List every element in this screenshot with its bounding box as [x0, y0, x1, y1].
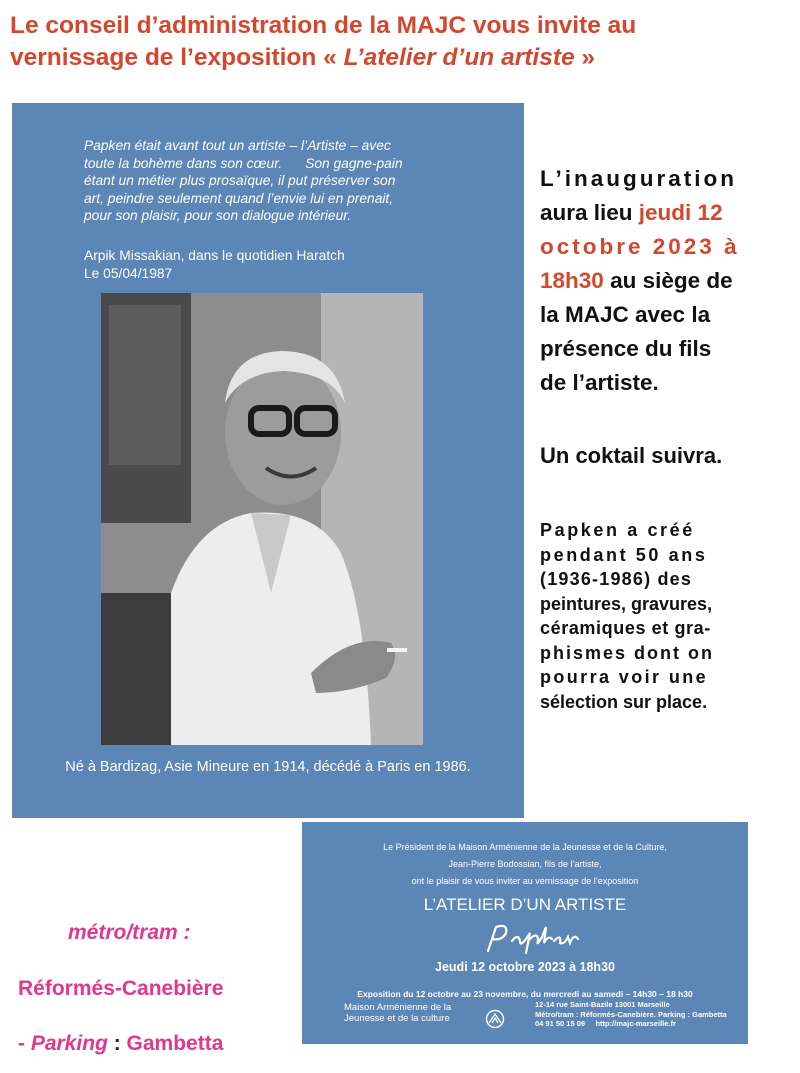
headline-line-2-suffix: »	[574, 44, 596, 71]
card-exhibition-title: L’ATELIER D’UN ARTISTE	[423, 895, 627, 914]
desc-line: sélection sur place.	[540, 691, 708, 712]
attribution-date: Le 05/04/1987	[84, 265, 173, 281]
inaug-date: jeudi 12	[638, 200, 723, 225]
invitation-card	[302, 822, 748, 1044]
artist-bio-caption: Né à Bardizag, Asie Mineure en 1914, décédé à Paris en 1986.	[65, 759, 471, 775]
parking-colon: :	[107, 1032, 127, 1055]
card-date: Jeudi 12 octobre 2023 à 18h30	[435, 960, 615, 974]
card-contact-line: 04 91 50 15 09 http://majc-marseille.fr	[535, 1019, 676, 1028]
quote-attribution	[84, 247, 464, 282]
desc-line: pendant 50 ans	[540, 544, 708, 565]
inaug-text: aura lieu	[540, 200, 639, 225]
desc-line: phismes dont on	[540, 642, 714, 663]
parking-label: Parking	[30, 1032, 108, 1055]
cocktail-note: Un coktail suivra.	[540, 443, 723, 468]
inauguration-announcement	[540, 162, 778, 400]
inaug-line-4	[540, 264, 778, 298]
desc-line: Papken a créé	[540, 520, 695, 540]
artist-quote	[84, 137, 464, 225]
quote-line: pour son plaisir, pour son dialogue intérieur.	[84, 208, 352, 223]
inaug-date-2: octobre 2023 à	[540, 234, 740, 259]
quote-line: étant un métier plus prosaïque, il put préserver son	[84, 173, 396, 188]
card-org-line: Jeunesse et de la culture	[344, 1013, 450, 1024]
inaug-time: 18h30	[540, 268, 604, 293]
desc-line: (1936-1986) des	[540, 569, 693, 589]
parking-name: Gambetta	[126, 1032, 224, 1055]
inaug-line-5: la MAJC avec la	[540, 302, 711, 327]
parking-info	[18, 1032, 223, 1056]
quote-line: Papken était avant tout un artiste – l’Artiste – avec	[84, 138, 391, 153]
attribution-source: Arpik Missakian, dans le quotidien Haratch	[84, 248, 345, 263]
invitation-headline	[10, 10, 790, 74]
card-address-line: 12-14 rue Saint-Bazile 13001 Marseille	[535, 1000, 670, 1009]
metro-label-text: métro/tram :	[68, 921, 191, 944]
inaug-line-1	[540, 162, 778, 196]
inaug-line-7: de l’artiste.	[540, 370, 659, 395]
artist-portrait-photo	[101, 293, 423, 745]
headline-line-2-prefix: vernissage de l’exposition «	[10, 44, 344, 71]
desc-line: peintures, gravures,	[540, 593, 713, 614]
card-transport-line: Métro/tram : Réformés-Canebière. Parking : Gambetta	[535, 1009, 727, 1019]
card-organization	[344, 1002, 484, 1024]
inaug-line-6: présence du fils	[540, 336, 712, 361]
inaug-text: au siège de	[603, 268, 733, 293]
card-son-line: Jean-Pierre Bodossian, fils de l’artiste,	[448, 859, 602, 869]
papken-description	[540, 518, 778, 714]
inaug-line-2	[540, 196, 778, 230]
parking-dash: -	[18, 1032, 31, 1055]
card-president-line: Le Président de la Maison Arménienne de la Jeunesse et de la Culture,	[383, 842, 667, 852]
metro-label	[68, 921, 191, 945]
card-org-line: Maison Arménienne de la	[344, 1002, 452, 1013]
desc-line: céramiques et gra-	[540, 618, 711, 638]
exhibition-title: L’atelier d’un artiste	[343, 44, 575, 71]
metro-stop: Réformés-Canebière	[18, 977, 224, 1000]
desc-line: pourra voir une	[540, 667, 709, 687]
card-exhibition-dates: Exposition du 12 octobre au 23 novembre, du mercredi au samedi – 14h30 – 18 h30	[357, 989, 693, 999]
papken-signature	[482, 921, 582, 962]
inaug-line-3	[540, 230, 778, 264]
quote-line: toute la bohème dans son cœur. Son gagne-pain	[84, 155, 403, 171]
card-invite-line: ont le plaisir de vous inviter au vernissage de l’exposition	[411, 876, 639, 886]
majc-logo-icon	[485, 1009, 505, 1034]
artist-panel	[12, 103, 524, 818]
headline-line-2	[10, 42, 790, 74]
headline-line-1: Le conseil d’administration de la MAJC vous invite au	[10, 12, 637, 39]
inaug-word: L’inauguration	[540, 166, 737, 191]
card-address	[535, 1000, 745, 1029]
quote-line: art, peindre seulement quand l’envie lui en prenait,	[84, 190, 394, 206]
